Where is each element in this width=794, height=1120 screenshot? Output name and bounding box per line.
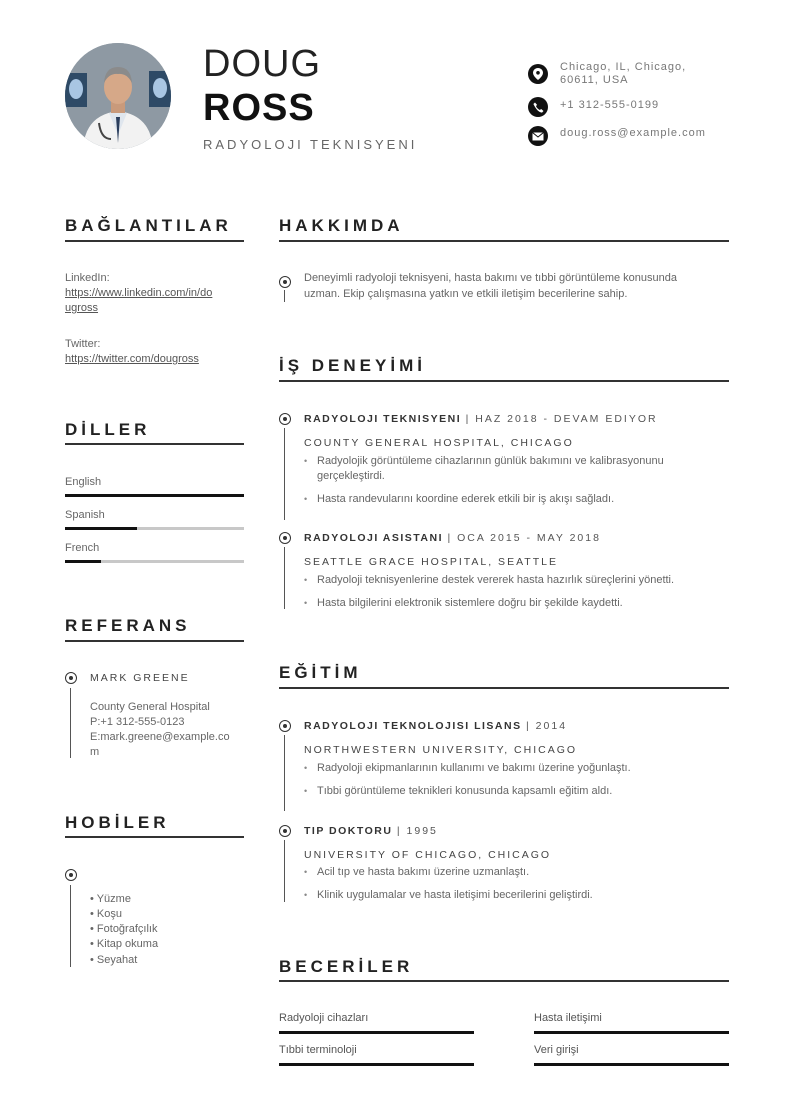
doctor-portrait-icon — [65, 43, 171, 149]
language-name: English — [65, 476, 102, 488]
reference-org: County General Hospital — [90, 701, 210, 713]
languages-title: DİLLER — [65, 420, 151, 439]
hobbies-rule — [65, 836, 244, 838]
language-bar-track — [65, 494, 244, 497]
timeline-line — [70, 688, 71, 758]
education-school: UNIVERSITY OF CHICAGO, CHICAGO — [304, 849, 552, 861]
about-title: HAKKIMDA — [279, 216, 404, 235]
job-role: RADYOLOJI TEKNISYENI | HAZ 2018 - DEVAM EDIYOR — [304, 413, 658, 425]
reference-phone: P:+1 312-555-0123 — [90, 716, 185, 728]
linkedin-link-1[interactable]: https://www.linkedin.com/in/do — [65, 287, 213, 299]
job-bullet-continuation: gerçekleştirdi. — [317, 470, 385, 482]
phone-icon — [528, 97, 548, 117]
job-bullet: • Hasta randevularını koordine ederek etkili bir iş akışı sağladı. — [317, 492, 614, 507]
skills-title: BECERİLER — [279, 957, 414, 976]
job-bullet: • Hasta bilgilerini elektronik sistemlere doğru bir şekilde kaydetti. — [317, 596, 623, 611]
envelope-icon — [528, 126, 548, 146]
about-rule — [279, 240, 729, 242]
reference-title: REFERANS — [65, 616, 191, 635]
job-title: RADYOLOJI TEKNISYENI — [203, 137, 418, 152]
language-bar-fill — [65, 527, 137, 530]
hobby-item: • Fotoğrafçılık — [90, 923, 158, 935]
avatar — [65, 43, 171, 149]
skill-bar — [279, 1063, 474, 1066]
language-name: French — [65, 542, 100, 554]
linkedin-label: LinkedIn: — [65, 272, 110, 284]
job-bullet: • Radyolojik görüntüleme cihazlarının günlük bakımını ve kalibrasyonunu — [317, 454, 664, 469]
timeline-line — [284, 428, 285, 520]
language-bar-fill — [65, 560, 101, 563]
skill-label: Tıbbi terminoloji — [279, 1044, 357, 1056]
job-company: COUNTY GENERAL HOSPITAL, CHICAGO — [304, 437, 574, 449]
timeline-marker-icon — [279, 825, 291, 837]
education-title: EĞİTİM — [279, 663, 362, 682]
education-bullet: • Klinik uygulamalar ve hasta iletişimi becerilerini geliştirdi. — [317, 888, 593, 903]
skill-bar — [534, 1063, 729, 1066]
education-school: NORTHWESTERN UNIVERSITY, CHICAGO — [304, 744, 578, 756]
skills-rule — [279, 980, 729, 982]
education-rule — [279, 687, 729, 689]
experience-rule — [279, 380, 729, 382]
language-bar-fill — [65, 494, 244, 497]
timeline-line — [284, 547, 285, 609]
hobbies-title: HOBİLER — [65, 813, 170, 832]
address-line-2: 60611, USA — [560, 74, 629, 86]
timeline-line — [284, 735, 285, 811]
hobby-item: • Seyahat — [90, 954, 138, 966]
skill-label: Veri girişi — [534, 1044, 579, 1056]
education-bullet: • Acil tıp ve hasta bakımı üzerine uzmanlaştı. — [317, 865, 529, 880]
timeline-marker-icon — [65, 672, 77, 684]
timeline-marker-icon — [279, 720, 291, 732]
timeline-marker-icon — [279, 532, 291, 544]
skill-bar — [534, 1031, 729, 1034]
address-line-1: Chicago, IL, Chicago, — [560, 61, 687, 73]
reference-email-2: m — [90, 746, 100, 758]
reference-name: MARK GREENE — [90, 672, 190, 684]
links-rule — [65, 240, 244, 242]
timeline-line — [284, 290, 285, 302]
skill-label: Hasta iletişimi — [534, 1012, 602, 1024]
language-bar-track — [65, 560, 244, 563]
timeline-line — [284, 840, 285, 902]
phone-text: +1 312-555-0199 — [560, 99, 660, 111]
education-degree: RADYOLOJI TEKNOLOJISI LISANS | 2014 — [304, 720, 568, 732]
hobby-item: • Koşu — [90, 908, 122, 920]
email-text[interactable]: doug.ross@example.com — [560, 127, 706, 139]
education-bullet: • Radyoloji ekipmanlarının kullanımı ve bakımı üzerine yoğunlaştı. — [317, 761, 631, 776]
languages-rule — [65, 443, 244, 445]
language-bar-track — [65, 527, 244, 530]
map-pin-icon — [528, 64, 548, 84]
education-bullet: • Tıbbi görüntüleme teknikleri konusunda kapsamlı eğitim aldı. — [317, 784, 612, 799]
language-name: Spanish — [65, 509, 105, 521]
about-line-1: Deneyimli radyoloji teknisyeni, hasta bakımı ve tıbbi görüntüleme konusunda — [304, 272, 677, 284]
reference-email-1: E:mark.greene@example.co — [90, 731, 230, 743]
twitter-link[interactable]: https://twitter.com/dougross — [65, 353, 199, 365]
timeline-line — [70, 885, 71, 967]
hobby-item: • Yüzme — [90, 893, 131, 905]
reference-rule — [65, 640, 244, 642]
linkedin-link-2[interactable]: ugross — [65, 302, 99, 314]
education-degree: TIP DOKTORU | 1995 — [304, 825, 438, 837]
skill-label: Radyoloji cihazları — [279, 1012, 369, 1024]
last-name: ROSS — [203, 87, 315, 129]
links-title: BAĞLANTILAR — [65, 216, 232, 235]
job-bullet: • Radyoloji teknisyenlerine destek vererek hasta hazırlık süreçlerini yönetti. — [317, 573, 674, 588]
about-line-2: uzman. Ekip çalışmasına yatkın ve etkili iletişim becerilerine sahip. — [304, 288, 628, 300]
hobby-item: • Kitap okuma — [90, 938, 159, 950]
job-company: SEATTLE GRACE HOSPITAL, SEATTLE — [304, 556, 558, 568]
timeline-marker-icon — [279, 413, 291, 425]
first-name: DOUG — [203, 43, 321, 85]
timeline-marker-icon — [65, 869, 77, 881]
timeline-marker-icon — [279, 276, 291, 288]
job-role: RADYOLOJI ASISTANI | OCA 2015 - MAY 2018 — [304, 532, 601, 544]
skill-bar — [279, 1031, 474, 1034]
experience-title: İŞ DENEYİMİ — [279, 356, 426, 375]
twitter-label: Twitter: — [65, 338, 101, 350]
